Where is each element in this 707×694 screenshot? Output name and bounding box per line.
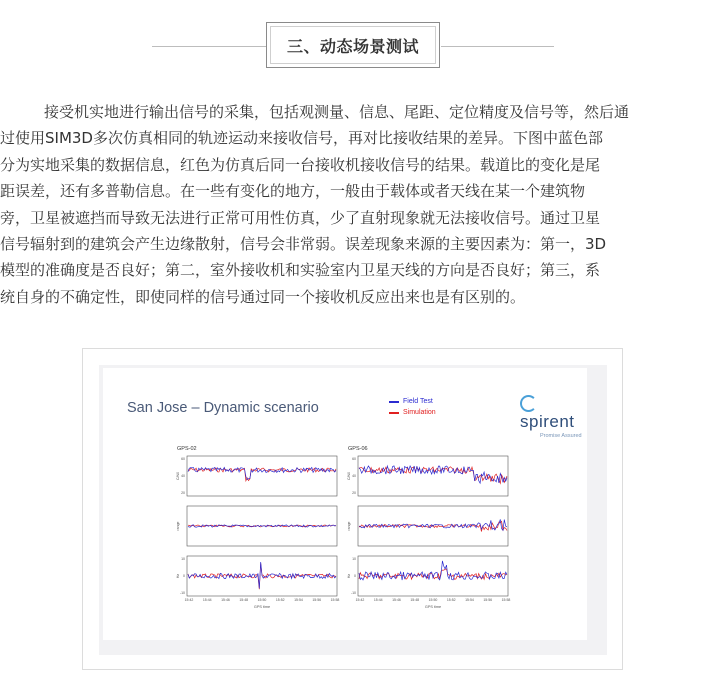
y-tick-label: 0 [183, 574, 185, 578]
x-tick-label: 15:42 [355, 598, 365, 602]
section-heading: 三、动态场景测试 [286, 36, 419, 56]
x-tick-label: 15:48 [410, 598, 420, 602]
y-tick-label: -10 [350, 591, 356, 595]
paragraph-line: 旁，卫星被遮挡而导致无法进行正常可用性仿真，少了直射现象就无法接收信号。通过卫星 [0, 208, 601, 227]
figure-frame [82, 348, 623, 670]
y-tick-label: 60 [352, 457, 356, 461]
paragraph-line: 分为实地采集的数据信息，红色为仿真后同一台接收机接收信号的结果。载道比的变化是尾 [0, 155, 601, 174]
legend-label-field: Field Test [403, 398, 433, 405]
plot-panel [358, 456, 508, 496]
logo-tagline: Promise Assured [540, 433, 582, 439]
paragraph-line: 模型的准确度是否良好；第二，室外接收机和实验室内卫星天线的方向是否良好；第三，系 [0, 261, 601, 280]
x-tick-label: 15:54 [294, 598, 303, 602]
gnss-comparison-plots [103, 368, 587, 640]
paragraph-line: 统自身的不确定性，即使同样的信号通过同一个接收机反应出来也是有区别的。 [0, 287, 526, 306]
x-tick-label: 15:56 [483, 598, 493, 602]
heading-left-rule [152, 46, 267, 47]
x-tick-label: 15:52 [446, 598, 456, 602]
y-tick-label: 0 [354, 574, 356, 578]
chart-title: GPS-06 [348, 446, 368, 452]
x-tick-label: 15:56 [312, 598, 322, 602]
x-tick-label: 15:48 [239, 598, 249, 602]
slide-image [99, 365, 607, 655]
x-tick-label: 15:46 [392, 598, 401, 602]
y-tick-label: 10 [181, 557, 185, 561]
x-tick-label: 15:58 [330, 598, 340, 602]
y-tick-label: 10 [352, 557, 356, 561]
section-heading-row [0, 22, 707, 72]
plot-panel [187, 456, 337, 496]
paragraph-line: 信号辐射到的建筑会产生边缘散射，信号会非常弱。误差现象来源的主要因素为：第一，3D [0, 235, 607, 254]
y-axis-label: range [176, 521, 180, 531]
y-tick-label: 20 [352, 491, 356, 495]
x-tick-label: 15:58 [501, 598, 511, 602]
x-tick-label: 15:50 [257, 598, 267, 602]
paragraph-line: 过使用SIM3D多次仿真相同的轨迹运动来接收信号，再对比接收结果的差异。下图中蓝色部 [0, 129, 603, 148]
x-tick-label: 15:46 [221, 598, 230, 602]
slide-title: San Jose – Dynamic scenario [127, 400, 319, 416]
y-axis-label: range [347, 521, 351, 531]
y-axis-label: Hz [347, 573, 351, 579]
x-axis-label: GPS time [253, 605, 271, 609]
paragraph-line: 接受机实地进行输出信号的采集，包括观测量、信息、尾距、定位精度及信号等，然后通 [44, 103, 630, 121]
y-axis-label: C/N0 [347, 472, 351, 480]
y-tick-label: 40 [352, 474, 356, 478]
heading-right-rule [441, 46, 554, 47]
y-tick-label: 40 [181, 474, 185, 478]
logo-wordmark: spirent [520, 412, 575, 431]
y-tick-label: 20 [181, 491, 185, 495]
legend-label-sim: Simulation [403, 409, 436, 416]
x-tick-label: 15:54 [465, 598, 474, 602]
slide-content [103, 368, 587, 640]
section-heading-box [266, 22, 440, 68]
x-tick-label: 15:44 [202, 598, 212, 602]
x-axis-label: GPS time [424, 605, 442, 609]
x-tick-label: 15:42 [184, 598, 194, 602]
y-tick-label: 60 [181, 457, 185, 461]
x-tick-label: 15:44 [373, 598, 383, 602]
x-tick-label: 15:52 [275, 598, 285, 602]
x-tick-label: 15:50 [428, 598, 438, 602]
y-axis-label: Hz [176, 573, 180, 579]
body-paragraph [0, 99, 700, 310]
y-tick-label: -10 [179, 591, 185, 595]
paragraph-line: 距误差，还有多普勒信息。在一些有变化的地方，一般由于载体或者天线在某一个建筑物 [0, 182, 586, 201]
chart-title: GPS-02 [177, 446, 197, 452]
y-axis-label: C/N0 [176, 472, 180, 480]
